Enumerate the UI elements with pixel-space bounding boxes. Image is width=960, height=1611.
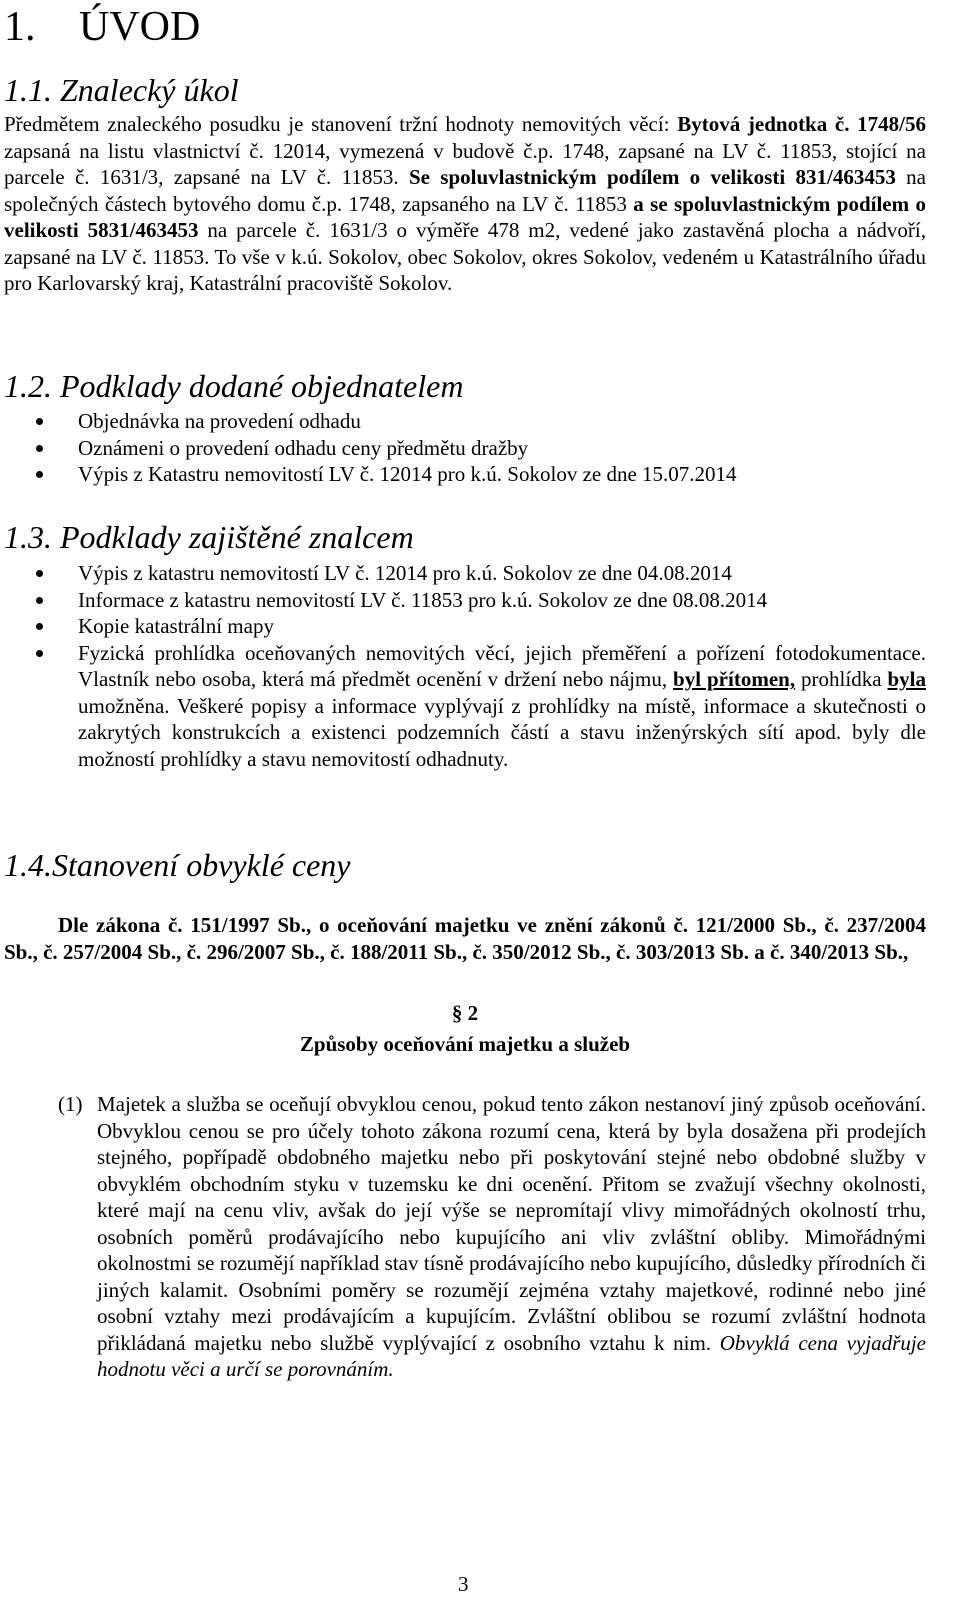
law-clause (4, 1091, 926, 1383)
italic-run: Obvyklá cena vyjadřuje hodnotu věci a určí se porovnáním. (97, 1330, 926, 1381)
chapter-heading (4, 2, 200, 52)
bold-run: a se spoluvlastnickým podílem o velikosti 5831/463453 (4, 191, 926, 242)
chapter-title: ÚVOD (79, 4, 201, 50)
text-run: na parcele č. 1631/3 o výměře 478 m2, vedené jako zastavěná plocha a nádvoří, zapsané na LV č. 11853. To vše v k.ú. Sokolov, obec Sokolov, okres Sokolov, vedeném u Katastrálního úřadu pro Karlovarský kraj, Katastrální pracoviště Sokolov. (4, 218, 926, 295)
list-item: Výpis z katastru nemovitostí LV č. 12014 pro k.ú. Sokolov ze dne 04.08.2014 (4, 560, 926, 587)
text-run: Fyzická prohlídka oceňovaných nemovitých věcí, jejich přeměření a pořízení fotodokumentace. Vlastník nebo osoba, která má předmět ocenění v držení nebo nájmu, (78, 640, 926, 691)
clause-text (97, 1091, 926, 1383)
section-1-1-paragraph (4, 111, 926, 297)
list-item: Výpis z Katastru nemovitostí LV č. 12014 pro k.ú. Sokolov ze dne 15.07.2014 (4, 461, 926, 488)
list-item (4, 640, 926, 773)
section-1-3-list (4, 560, 926, 772)
section-1-4-title: 1.4.Stanovení obvyklé ceny (4, 847, 351, 883)
bold-underlined-run: byl přítomen, (673, 667, 796, 691)
section-1-3-title: 1.3. Podklady zajištěné znalcem (4, 519, 414, 555)
list-item: Oznámeni o provedení odhadu ceny předmětu dražby (4, 435, 926, 462)
bold-underlined-run: byla (887, 667, 926, 691)
text-run: na společných částech bytového domu č.p. 1748, zapsaného na LV č. 11853 (4, 165, 926, 216)
section-1-1-title: 1.1. Znalecký úkol (4, 72, 239, 108)
chapter-number: 1. (4, 4, 36, 50)
list-item: Objednávka na provedení odhadu (4, 408, 926, 435)
paragraph-sign: § 2 (451, 1001, 479, 1025)
list-item: Kopie katastrální mapy (4, 613, 926, 640)
text-run: Předmětem znaleckého posudku je stanovení tržní hodnoty nemovitých věcí: (4, 112, 678, 136)
clause-number: (1) (58, 1092, 83, 1116)
text-run: prohlídka (795, 667, 888, 691)
section-1-2-title: 1.2. Podklady dodané objednatelem (4, 368, 464, 404)
list-item: Informace z katastru nemovitostí LV č. 11853 pro k.ú. Sokolov ze dne 08.08.2014 (4, 587, 926, 614)
law-reference: Dle zákona č. 151/1997 Sb., o oceňování majetku ve znění zákonů č. 121/2000 Sb., č. 237/2004 Sb., č. 257/2004 Sb., č. 296/2007 Sb., č. 188/2011 Sb., č. 350/2012 Sb., č. 303/2013 Sb. a č. 340/2013 Sb., (4, 913, 926, 964)
bold-run: Se spoluvlastnickým podílem o velikosti 831/463453 (408, 165, 896, 189)
page-number: 3 (458, 1572, 469, 1596)
text-run: Majetek a služba se oceňují obvyklou cenou, pokud tento zákon nestanoví jiný způsob oceňování. Obvyklou cenou se pro účely tohoto zákona rozumí cena, která by byla dosažena při prodejích stejného, popřípadě obdobného majetku nebo při poskytování stejné nebo obdobné služby v obvyklém obchodním styku v tuzemsku ke dni ocenění. Přitom se zvažují všechny okolnosti, které mají na cenu vliv, avšak do její výše se nepromítají vlivy mimořádných okolností trhu, osobních poměrů prodávajícího nebo kupujícího ani vliv zvláštní obliby. Mimořádnými okolnostmi se rozumějí například stav tísně prodávajícího nebo kupujícího, důsledky přírodních či jiných kalamit. Osobními poměry se rozumějí zejména vztahy majetkové, rodinné nebo jiné osobní vztahy mezi prodávajícím a kupujícím. Zvláštní oblibou se rozumí zvláštní hodnota přikládaná majetku nebo službě vyplývající z osobního vztahu k nim. (97, 1092, 926, 1355)
section-1-2-list (4, 408, 926, 488)
text-run: zapsaná na listu vlastnictví č. 12014, vymezená v budově č.p. 1748, zapsané na LV č. 11853, stojící na parcele č. 1631/3, zapsané na LV č. 11853. (4, 138, 926, 189)
paragraph-heading: Způsoby oceňování majetku a služeb (299, 1032, 631, 1056)
text-run: umožněna. Veškeré popisy a informace vyplývají z prohlídky na místě, informace a skutečnosti o zakrytých konstrukcích a existenci podzemních částí a stavu inženýrských sítí apod. byly dle možností prohlídky a stavu nemovitostí odhadnuty. (78, 693, 926, 771)
bold-run: Bytová jednotka č. 1748/56 (677, 112, 926, 136)
